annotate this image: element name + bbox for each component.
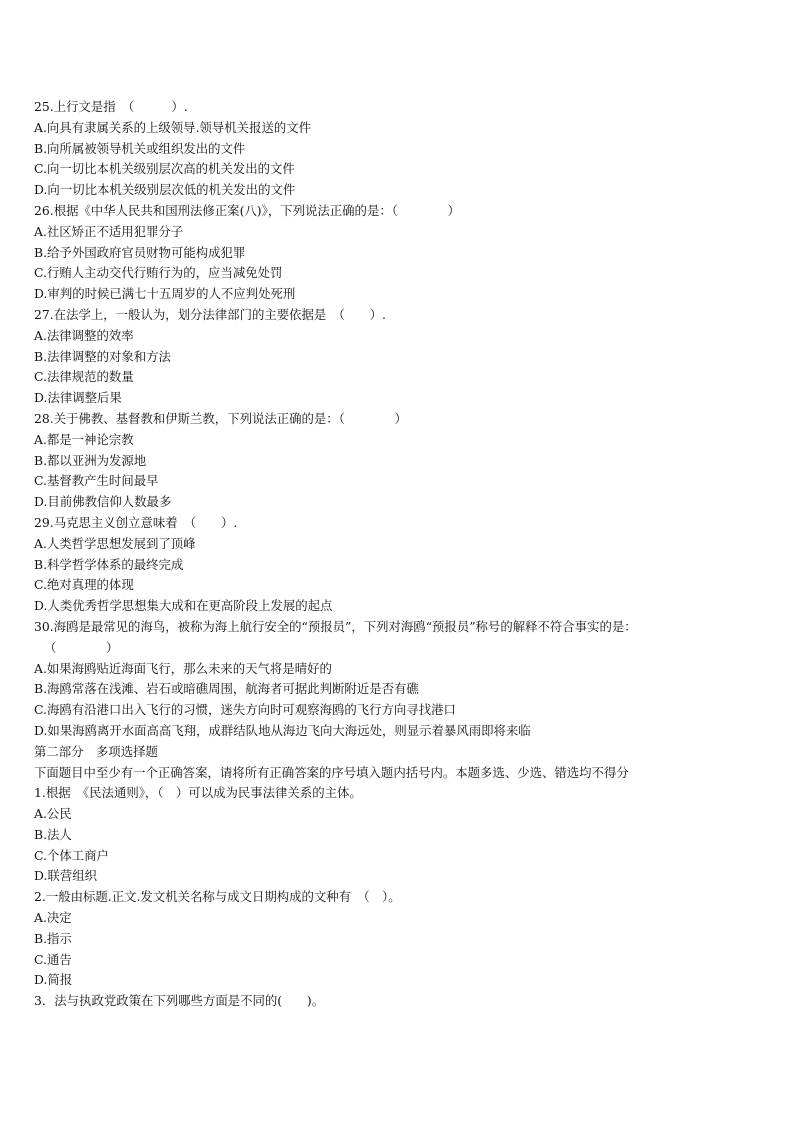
question-28-stem: 28.关于佛教、基督教和伊斯兰教，下列说法正确的是：（ ） (34, 410, 407, 426)
question-25-stem: 25.上行文是指 （ ）. (34, 99, 188, 114)
question-27-option-a: A.法律调整的效率 (34, 327, 134, 343)
multi-question-3-stem: 3．法与执政党政策在下列哪些方面是不同的( )。 (34, 993, 325, 1009)
question-29-option-d: D.人类优秀哲学思想集大成和在更高阶段上发展的起点 (34, 598, 333, 614)
multi-question-1-option-b: B.法人 (34, 826, 72, 842)
question-30-option-c: C.海鸥有沿港口出入飞行的习惯，迷失方向时可观察海鸥的飞行方向寻找港口 (34, 702, 456, 718)
question-25-option-c: C.向一切比本机关级别层次高的机关发出的文件 (34, 161, 295, 177)
question-30-stem: 30.海鸥是最常见的海鸟，被称为海上航行安全的“预报员”，下列对海鸥“预报员”称号的解释不符合事实的是： (34, 618, 637, 634)
multi-question-2-stem: 2.一般由标题.正文.发文机关名称与成文日期构成的文种有 （ ）。 (34, 889, 401, 905)
multi-question-2-option-a: A.决定 (34, 910, 72, 926)
question-27-option-d: D.法律调整后果 (34, 390, 122, 406)
document-page (34, 97, 764, 1012)
question-29-option-c: C.绝对真理的体现 (34, 577, 134, 593)
question-26-option-b: B.给予外国政府官员财物可能构成犯罪 (34, 244, 246, 260)
question-28-option-c: C.基督教产生时间最早 (34, 473, 159, 489)
question-30-option-b: B.海鸥常落在浅滩、岩石或暗礁周围，航海者可据此判断附近是否有礁 (34, 681, 419, 697)
question-27-stem: 27.在法学上，一般认为，划分法律部门的主要依据是 （ ）. (34, 306, 386, 322)
question-27-option-b: B.法律调整的对象和方法 (34, 348, 171, 364)
question-27-option-c: C.法律规范的数量 (34, 369, 134, 385)
question-30-option-a: A.如果海鸥贴近海面飞行，那么未来的天气将是晴好的 (34, 660, 332, 676)
section-heading-part-two: 第二部分 多项选择题 (34, 743, 158, 759)
question-28-option-a: A.都是一神论宗教 (34, 431, 134, 447)
question-28-option-b: B.都以亚洲为发源地 (34, 452, 147, 468)
question-25-option-a: A.向具有隶属关系的上级领导.领导机关报送的文件 (34, 119, 312, 135)
question-29-option-b: B.科学哲学体系的最终完成 (34, 556, 184, 572)
question-26-stem: 26.根据《中华人民共和国刑法修正案(八)》，下列说法正确的是：（ ） (34, 202, 460, 218)
question-30-answer-blank: （ ） (44, 639, 119, 655)
question-26-option-c: C.行贿人主动交代行贿行为的，应当减免处罚 (34, 265, 283, 281)
question-30-option-d: D.如果海鸥离开水面高高飞翔，成群结队地从海边飞向大海远处，则显示着暴风雨即将来临 (34, 722, 531, 738)
multi-question-2-option-b: B.指示 (34, 930, 72, 946)
multi-question-1-option-a: A.公民 (34, 806, 72, 822)
question-26-option-a: A.社区矫正不适用犯罪分子 (34, 223, 184, 239)
question-29-option-a: A.人类哲学思想发展到了顶峰 (34, 535, 196, 551)
multi-question-2-option-d: D.简报 (34, 972, 73, 988)
question-25-option-d: D.向一切比本机关级别层次低的机关发出的文件 (34, 182, 296, 198)
question-25-option-b: B.向所属被领导机关或组织发出的文件 (34, 140, 246, 156)
question-29-stem: 29.马克思主义创立意味着 （ ）. (34, 514, 238, 530)
multi-question-1-option-c: C.个体工商户 (34, 847, 109, 863)
multi-question-1-stem: 1.根据 《民法通则》，（ ）可以成为民事法律关系的主体。 (34, 785, 362, 801)
section-instructions: 下面题目中至少有一个正确答案，请将所有正确答案的序号填入题内括号内。本题多选、少选、错选均不得分 (34, 764, 629, 780)
multi-question-1-option-d: D.联营组织 (34, 868, 97, 884)
multi-question-2-option-c: C.通告 (34, 951, 72, 967)
question-26-option-d: D.审判的时候已满七十五周岁的人不应判处死刑 (34, 286, 296, 302)
question-28-option-d: D.目前佛教信仰人数最多 (34, 494, 172, 510)
